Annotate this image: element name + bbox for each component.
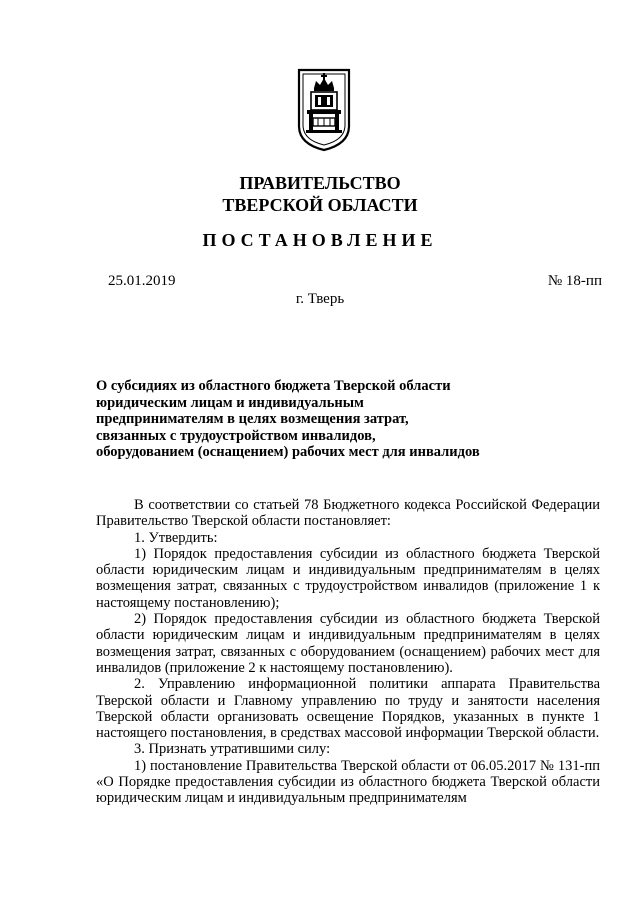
document-subject bbox=[96, 378, 616, 461]
document-body bbox=[96, 497, 600, 807]
body-paragraph: 1) постановление Правительства Тверской области от 06.05.2017 № 131-пп «О Порядке предоставления субсидии из областного бюджета Тверской области юридическим лицам и индивидуальным предпринимателям bbox=[96, 757, 600, 807]
organization-name-line1: ПРАВИТЕЛЬСТВО bbox=[239, 173, 401, 193]
tver-coat-of-arms-icon bbox=[296, 68, 352, 152]
document-type: ПОСТАНОВЛЕНИЕ bbox=[202, 230, 438, 250]
subject-line: связанных с трудоустройством инвалидов, bbox=[96, 427, 376, 444]
organization-name-line2: ТВЕРСКОЙ ОБЛАСТИ bbox=[222, 195, 418, 215]
document-date: 25.01.2019 bbox=[108, 273, 176, 289]
body-paragraph: 2. Управлению информационной политики аппарата Правительства Тверской области и Главному управлению по труду и занятости населения Тверской области организовать освещение Порядков, указанных в пункте 1 настоящего постановления, в средствах массовой информации Тверской области. bbox=[96, 676, 600, 742]
subject-line: юридическим лицам и индивидуальным bbox=[96, 394, 364, 411]
document-city: г. Тверь bbox=[295, 291, 345, 307]
subject-line: предпринимателям в целях возмещения затрат, bbox=[96, 411, 409, 427]
subject-line: оборудованием (оснащением) рабочих мест для инвалидов bbox=[96, 444, 480, 460]
body-paragraph: 2) Порядок предоставления субсидии из областного бюджета Тверской области юридическим лицам и индивидуальным предпринимателям в целях возмещения затрат, связанных с оборудованием (оснащением) рабочих мест для инвалидов (приложение 2 к настоящему постановлению). bbox=[96, 611, 600, 676]
document-number: № 18-пп bbox=[547, 273, 602, 289]
body-paragraph: В соответствии со статьей 78 Бюджетного кодекса Российской Федерации Правительство Тверской области постановляет: bbox=[96, 497, 600, 530]
subject-line: О субсидиях из областного бюджета Тверской области bbox=[96, 378, 451, 394]
body-paragraph: 1. Утвердить: bbox=[134, 529, 218, 546]
body-paragraph: 3. Признать утратившими силу: bbox=[134, 741, 331, 758]
body-paragraph: 1) Порядок предоставления субсидии из областного бюджета Тверской области юридическим лицам и индивидуальным предпринимателям в целях возмещения затрат, связанных с трудоустройством инвалидов (приложение 1 к настоящему постановлению); bbox=[96, 545, 600, 611]
